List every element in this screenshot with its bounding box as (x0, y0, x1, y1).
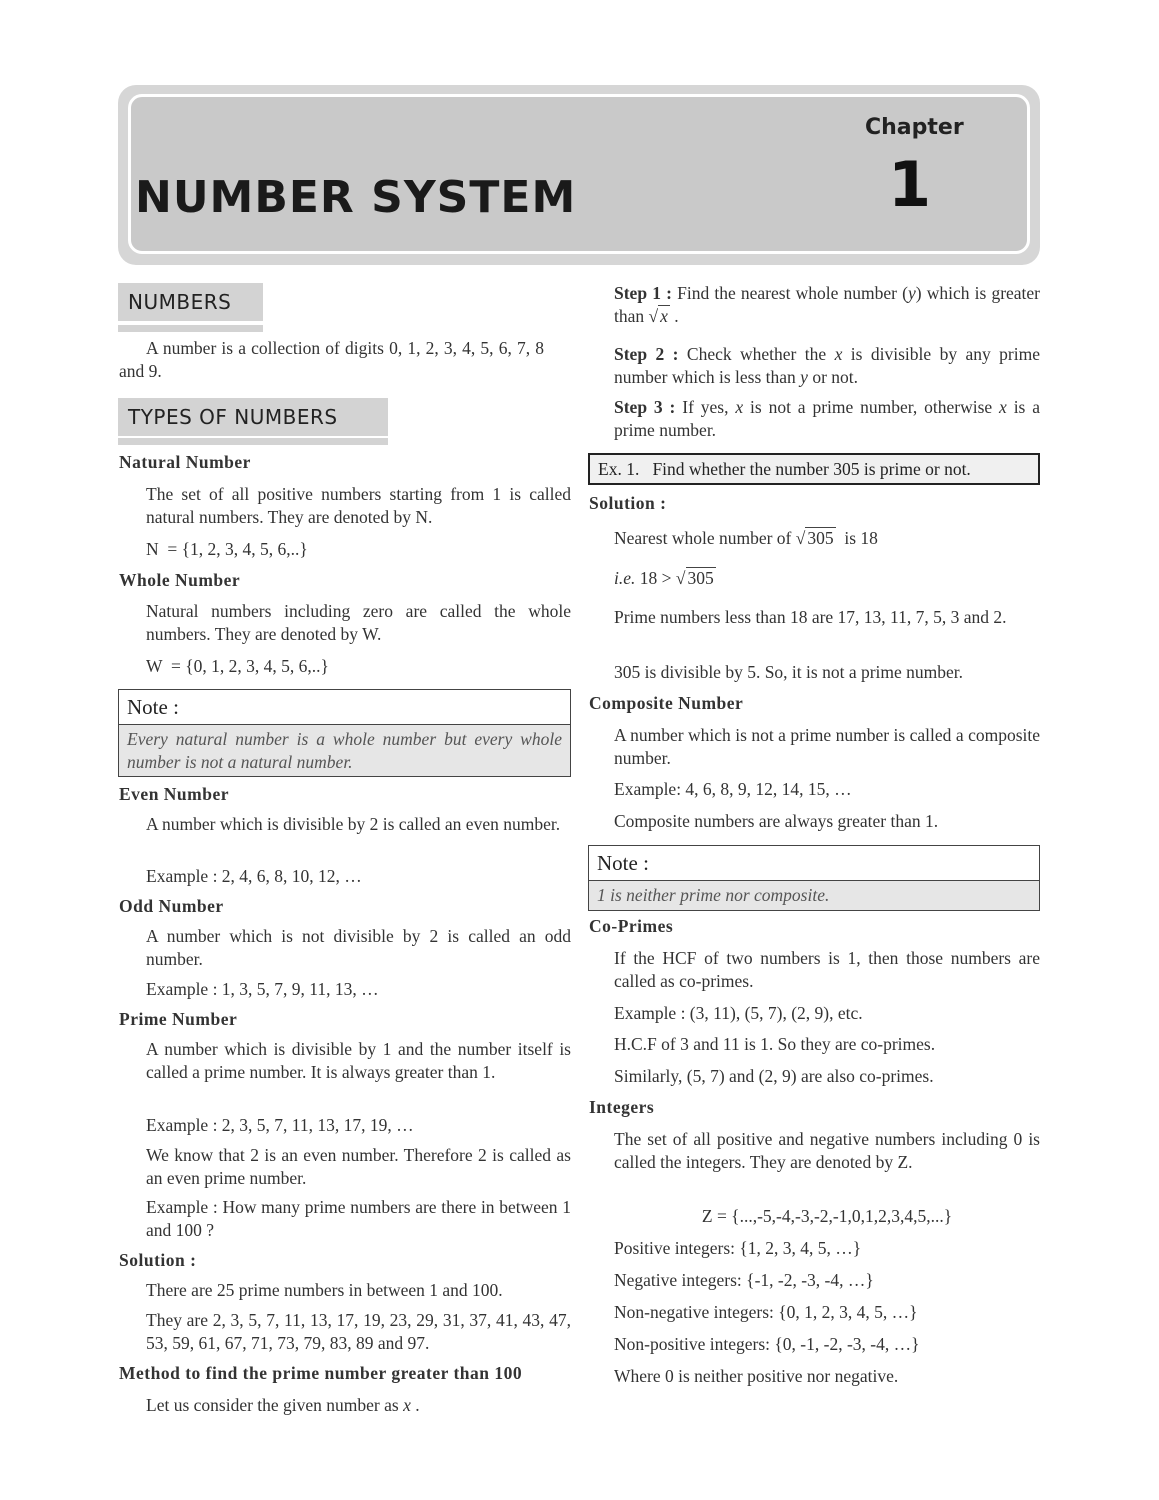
solution-heading: Solution : (589, 493, 667, 513)
co-primes-hcf: H.C.F of 3 and 11 is 1. So they are co-primes. (614, 1034, 936, 1054)
chapter-label: Chapter (865, 115, 964, 140)
solution-heading: Solution : (119, 1250, 197, 1270)
note-body: Every natural number is a whole number but every whole number is not a natural number. (119, 725, 570, 776)
odd-number-heading: Odd Number (119, 896, 224, 916)
composite-example: Example: 4, 6, 8, 9, 12, 14, 15, … (614, 779, 852, 799)
odd-number-example: Example : 1, 3, 5, 7, 9, 11, 13, … (146, 979, 379, 999)
primes-less-paragraph: Prime numbers less than 18 are 17, 13, 11, 7, 5, 3 and 2. (614, 607, 1007, 627)
var-y: y (907, 283, 916, 303)
chapter-title: NUMBER SYSTEM (135, 172, 577, 223)
whole-number-heading: Whole Number (119, 570, 241, 590)
note-heading: Note : (589, 846, 1039, 881)
sqrt-305: 305 (687, 568, 714, 588)
composite-paragraph: A number which is not a prime number is called a composite number. (614, 725, 1040, 768)
nearest-whole-line: Nearest whole number of √ 305 is 18 (614, 528, 878, 548)
note-body: 1 is neither prime nor composite. (589, 881, 1039, 910)
example-text: Find whether the number 305 is prime or not. (652, 459, 971, 479)
prime-number-heading: Prime Number (119, 1009, 238, 1029)
co-primes-similarly: Similarly, (5, 7) and (2, 9) are also co-primes. (614, 1066, 934, 1086)
heading-stripe (118, 325, 263, 332)
composite-number-heading: Composite Number (589, 693, 744, 713)
var-x: x (834, 344, 843, 364)
co-primes-paragraph: If the HCF of two numbers is 1, then those numbers are called as co-primes. (614, 948, 1040, 991)
divisible-by-5-line: 305 is divisible by 5. So, it is not a prime number. (614, 662, 964, 682)
text: is divisible by any prime number which is less than (614, 344, 1041, 387)
negative-integers: Negative integers: {-1, -2, -3, -4, …} (614, 1270, 874, 1290)
text: Check whether the (678, 344, 835, 364)
numbers-text: A number is a collection of digits 0, 1, 2, 3, 4, 5, 6, 7, 8 and 9. (119, 338, 544, 381)
prime-count-example: Example : How many prime numbers are there in between 1 and 100 ? (146, 1197, 571, 1240)
text: is 18 (835, 528, 878, 548)
odd-number-paragraph: A number which is not divisible by 2 is called an odd number. (146, 926, 571, 969)
sqrt-x: x (660, 305, 668, 326)
even-number-example: Example : 2, 4, 6, 8, 10, 12, … (146, 866, 362, 886)
text: Find the nearest whole number ( (671, 283, 908, 303)
solution-paragraph-1: There are 25 prime numbers in between 1 and 100. (146, 1280, 503, 1300)
text: is not a prime number, otherwise (743, 397, 1000, 417)
var-x: x (403, 1395, 411, 1415)
zero-note-line: Where 0 is neither positive nor negative. (614, 1366, 899, 1386)
example-box (588, 453, 1040, 485)
whole-number-paragraph: Natural numbers including zero are called the whole numbers. They are denoted by W. (146, 601, 571, 644)
integers-paragraph: The set of all positive and negative numbers including 0 is called the integers. They are denoted by Z. (614, 1129, 1040, 1172)
prime-number-example: Example : 2, 3, 5, 7, 11, 13, 17, 19, … (146, 1115, 414, 1135)
step-2 (614, 343, 1040, 388)
integers-set: Z = {...,-5,-4,-3,-2,-1,0,1,2,3,4,5,...} (701, 1206, 953, 1226)
chapter-number: 1 (888, 148, 932, 221)
example-label: Ex. 1. (598, 459, 640, 479)
even-number-paragraph: A number which is divisible by 2 is called an even number. (146, 814, 561, 834)
co-primes-heading: Co-Primes (589, 916, 674, 936)
positive-integers: Positive integers: {1, 2, 3, 4, 5, …} (614, 1238, 862, 1258)
natural-number-set: N = {1, 2, 3, 4, 5, 6,..} (146, 539, 308, 559)
var-y: y (800, 366, 808, 387)
step-1: Step 1 : Find the nearest whole number (y) which is greater than √ x . (614, 283, 1041, 326)
step-label: Step 1 : (614, 283, 672, 303)
text: ) which is greater than (614, 283, 1041, 326)
text: is a prime number. (614, 397, 1041, 440)
step-label: Step 2 : (614, 344, 679, 364)
prime-number-paragraph: A number which is divisible by 1 and the number itself is called a prime number. It is always greater than 1. (146, 1039, 571, 1082)
text: . (410, 1395, 420, 1415)
text: Nearest whole number of (614, 528, 796, 548)
method-paragraph (146, 1394, 571, 1417)
sqrt-305: 305 (807, 528, 834, 548)
section-heading-numbers: NUMBERS (118, 283, 263, 321)
text: or not. (807, 366, 859, 387)
text: . (669, 305, 679, 326)
non-negative-integers: Non-negative integers: {0, 1, 2, 3, 4, 5, …} (614, 1302, 918, 1322)
non-positive-integers: Non-positive integers: {0, -1, -2, -3, -4, …} (614, 1334, 920, 1354)
ie-text: i.e. (614, 568, 636, 588)
ie-line: i.e. 18 > √ 305 (614, 568, 714, 588)
natural-number-paragraph: The set of all positive numbers starting from 1 is called natural numbers. They are denoted by N. (146, 484, 571, 527)
note-box-one (588, 845, 1040, 911)
note-box-natural-whole (118, 689, 571, 777)
even-prime-paragraph: We know that 2 is an even number. Therefore 2 is called as an even prime number. (146, 1145, 571, 1188)
co-primes-example: Example : (3, 11), (5, 7), (2, 9), etc. (614, 1003, 863, 1023)
even-number-heading: Even Number (119, 784, 230, 804)
solution-paragraph-2: They are 2, 3, 5, 7, 11, 13, 17, 19, 23, 29, 31, 37, 41, 43, 47, 53, 59, 61, 67, 71, 73, 79, 83, 89 and 97. (146, 1310, 571, 1353)
composite-paragraph-2: Composite numbers are always greater than 1. (614, 811, 939, 831)
step-label: Step 3 : (614, 397, 676, 417)
text: Let us consider the given number as (146, 1395, 404, 1415)
whole-number-set: W = {0, 1, 2, 3, 4, 5, 6,..} (146, 656, 329, 676)
integers-heading: Integers (589, 1097, 655, 1117)
text: If yes, (675, 397, 736, 417)
natural-number-heading: Natural Number (119, 452, 251, 472)
numbers-paragraph (119, 337, 544, 382)
heading-stripe (118, 438, 388, 445)
var-x: x (735, 397, 744, 417)
text: 18 > (635, 568, 676, 588)
method-heading: Method to find the prime number greater than 100 (119, 1363, 523, 1383)
section-heading-types: TYPES OF NUMBERS (118, 398, 388, 436)
note-heading: Note : (119, 690, 570, 725)
var-x: x (999, 397, 1007, 417)
step-3 (614, 396, 1040, 441)
